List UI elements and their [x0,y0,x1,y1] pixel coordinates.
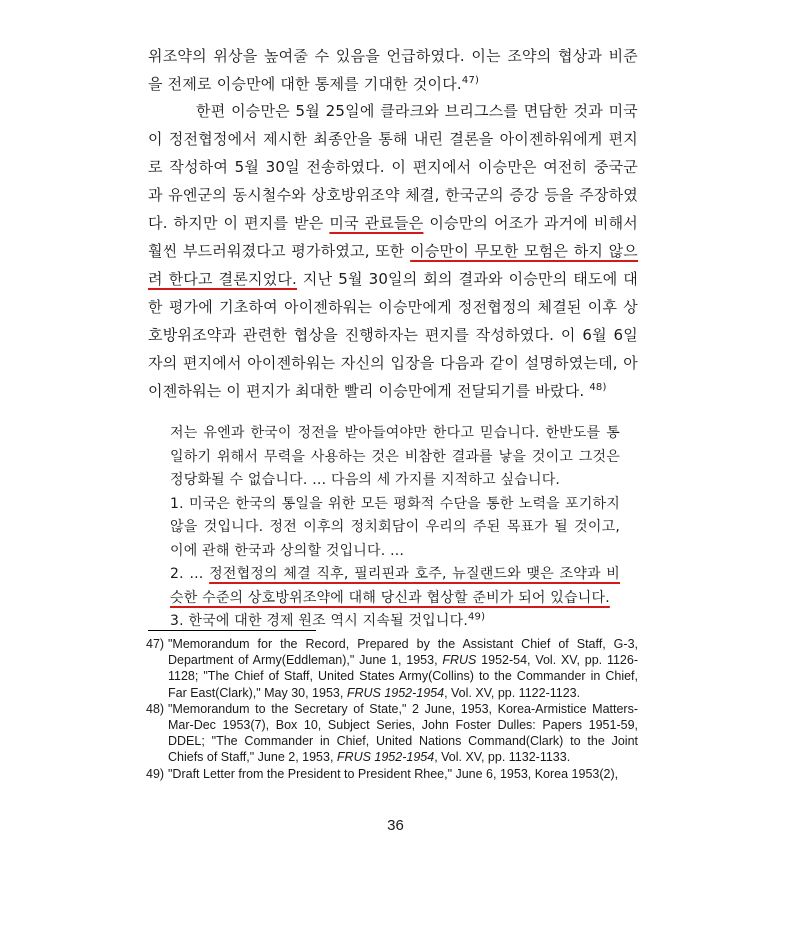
footnote-ref-47[interactable]: 47) [461,75,480,86]
footnote-number: 48) [146,701,165,716]
underlined-defense-treaty: 정전협정의 체결 직후, 필리핀과 호주, 뉴질랜드와 맺은 조약과 비슷한 수준의 상호방위조약에 대해 당신과 협상할 준비가 되어 있습니다. [170,566,620,606]
paragraph-2 [148,97,638,405]
footnote-49 [148,766,638,782]
page-number: 36 [387,817,404,834]
footnote-ref-49[interactable]: 49) [468,611,486,623]
footnote-italic: FRUS 1952-1954 [336,750,435,765]
footnote-number: 49) [146,766,165,781]
paragraph-1-text: 위조약의 위상을 높여줄 수 있음을 언급하였다. 이는 조약의 협상과 비준을 전제로 이승만에 대한 통제를 기대한 것이다. [148,47,638,93]
footnote-italic: FRUS [442,653,477,668]
quote-item-2 [170,563,620,610]
paragraph-2-text-a: 한편 이승만은 5월 25일에 클라크와 브리그스를 면담한 것과 미국이 정전협정에서 제시한 최종안을 통해 내린 결론을 아이젠하워에게 편지로 작성하여 5월 30일 전송하였다. 이 편지에서 이승만은 여전히 중국군과 유엔군의 동시철수와 상호방위조약 체결, 한국군의 증강 등을 주장하였다. 하지만 이 편지를 받은 [148,102,638,232]
footnote-48 [148,701,638,766]
footnote-text: "Memorandum for the Record, Prepared by the Assistant Chief of Staff, G-3, Department of Army(Eddleman)," June 1, 1953, [168,637,638,668]
paragraph-2-text-c: 지난 5월 30일의 회의 결과와 이승만의 태도에 대한 평가에 기초하여 아이젠하워는 이승만에게 정전협정의 체결된 이후 상호방위조약과 관련한 협상을 진행하자는 편지를 작성하였다. 이 6월 6일자의 편지에서 아이젠하워는 자신의 입장을 다음과 같이 설명하였는데, 아이젠하워는 이 편지가 최대한 빨리 이승만에게 전달되기를 바랐다. [148,270,638,400]
footnote-text: , Vol. XV, pp. 1122-1123. [444,685,581,700]
paragraph-1 [148,42,638,98]
footnote-text: "Draft Letter from the President to President Rhee," June 6, 1953, Korea 1953(2), [168,766,619,781]
footnote-italic: FRUS 1952-1954 [346,685,445,700]
underlined-us-officials: 미국 관료들은 [329,214,424,232]
footnote-divider [148,630,316,631]
footnote-text: "Memorandum to the Secretary of State," 2 June, 1953, Korea-Armistice Matters-Mar-Dec 1953(7), Box 10, Subject Series, John Foster Dulles: Papers 1951-59, DDEL; "The Commander in Chief, United Nations Command(Clark) to the Joint Chiefs of Staff," June 2, 1953, [168,701,638,765]
footnote-number: 47) [146,637,165,651]
paragraph-2-text-b: 이승만의 어조가 과거에 비해서 훨씬 부드러워졌다고 평가하였고, 또한 [148,214,638,260]
footnote-text: 1952-54, Vol. XV, pp. 1126-1128; "The Chief of Staff, United States Army(Collins) to the Commander in Chief, Far East(Clark)," May 30, 1953, [168,653,638,700]
footnote-ref-48[interactable]: 48) [589,382,607,393]
footnotes [148,636,638,782]
quote-item-2-prefix: 2. … [170,566,210,582]
quote-intro: 저는 유엔과 한국이 정전을 받아들여야만 한다고 믿습니다. 한반도를 통일하기 위해서 무력을 사용하는 것은 비참한 결과를 낳을 것이고 그것은 정당화될 수 없습니다. … 다음의 세 가지를 지적하고 싶습니다. [170,425,620,488]
block-quote [170,422,620,634]
underlined-conclusion: 이승만이 무모한 모험은 하지 않으려 한다고 결론지었다. [148,242,638,288]
footnote-47 [148,636,638,701]
quote-item-3-text: 3. 한국에 대한 경제 원조 역시 지속될 것입니다. [170,613,468,629]
footnote-text: , Vol. XV, pp. 1132-1133. [434,750,571,765]
quote-item-1: 1. 미국은 한국의 통일을 위한 모든 평화적 수단을 통한 노력을 포기하지 않을 것입니다. 정전 이후의 정치회담이 우리의 주된 목표가 될 것이고, 이에 관해 한국과 상의할 것입니다. … [170,495,620,559]
